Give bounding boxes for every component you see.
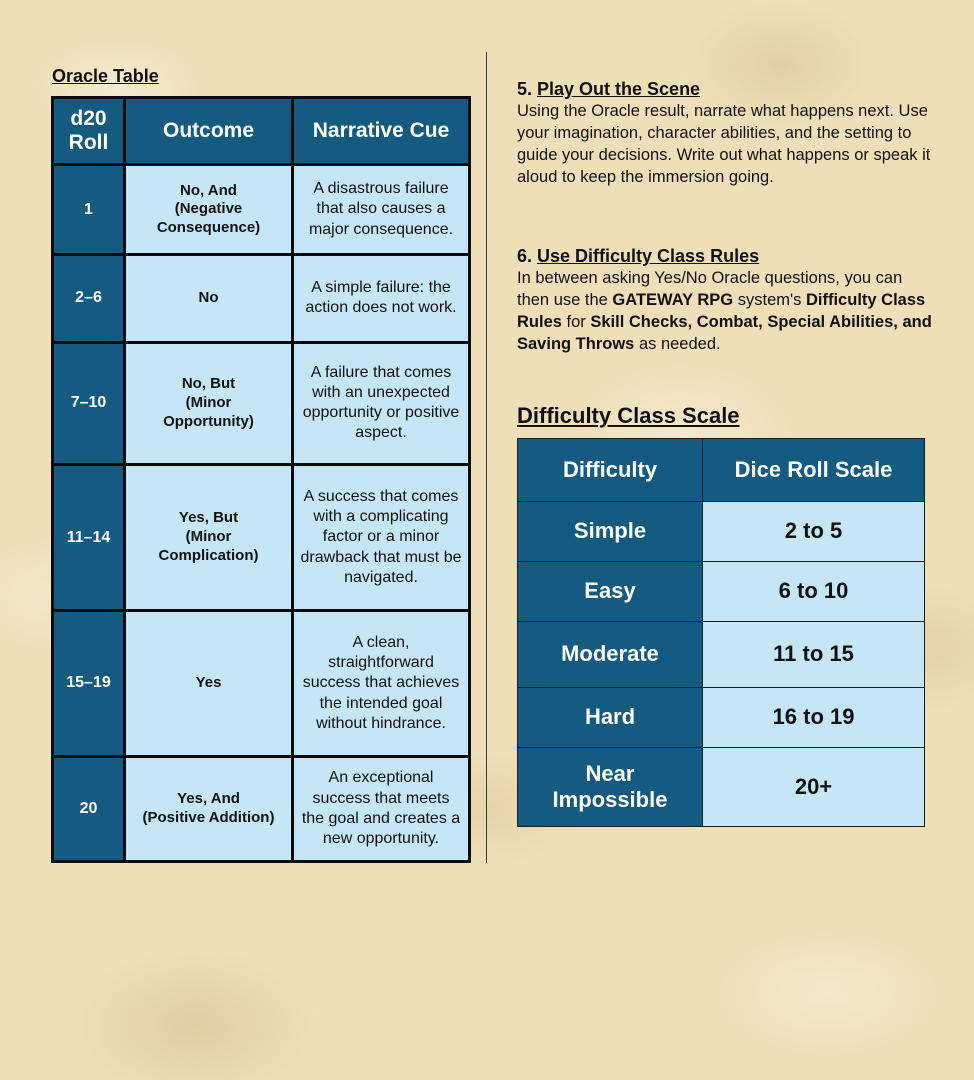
- step-6-text-1: In between asking Yes/No Oracle questions, you can then use the: [517, 269, 903, 309]
- table-row: [53, 611, 470, 756]
- difficulty-cell: Moderate: [518, 622, 703, 688]
- narrative-cue-cell: A disastrous failure that also causes a major consequence.: [293, 165, 470, 255]
- outcome-cell: No: [125, 255, 293, 342]
- header-dice-roll-scale: Dice Roll Scale: [703, 439, 925, 502]
- outcome-cell: No, But (Minor Opportunity): [125, 342, 293, 464]
- step-6-heading: [517, 246, 759, 267]
- table-row: [518, 502, 925, 562]
- dice-range-cell: 6 to 10: [703, 562, 925, 622]
- table-row: [518, 562, 925, 622]
- table-row: [53, 165, 470, 255]
- header-difficulty: Difficulty: [518, 439, 703, 502]
- dc-scale-title: Difficulty Class Scale: [517, 403, 740, 428]
- roll-cell: 20: [53, 756, 125, 861]
- table-row: [518, 748, 925, 827]
- header-narrative-cue: Narrative Cue: [293, 98, 470, 165]
- narrative-cue-cell: A success that comes with a complicating factor or a minor drawback that must be navigated.: [293, 464, 470, 610]
- difficulty-cell: Easy: [518, 562, 703, 622]
- table-row: [518, 622, 925, 688]
- dice-range-cell: 11 to 15: [703, 622, 925, 688]
- step-5-heading: [517, 79, 700, 100]
- step-6-check-types: Skill Checks, Combat, Special Abilities, and Saving Throws: [517, 313, 932, 353]
- narrative-cue-cell: An exceptional success that meets the goal and creates a new opportunity.: [293, 756, 470, 861]
- oracle-table: [51, 96, 471, 863]
- outcome-cell: Yes, And (Positive Addition): [125, 756, 293, 861]
- column-divider: [486, 52, 487, 863]
- table-row: [53, 255, 470, 342]
- table-row: [53, 464, 470, 610]
- roll-cell: 1: [53, 165, 125, 255]
- step-5-number: 5.: [517, 79, 538, 99]
- narrative-cue-cell: A simple failure: the action does not work.: [293, 255, 470, 342]
- step-6-text-2: system's: [733, 291, 806, 309]
- dc-header-row: [518, 439, 925, 502]
- step-6-body: [517, 267, 937, 355]
- header-d20-roll: d20 Roll: [53, 98, 125, 165]
- step-6-text-4: as needed.: [634, 335, 721, 353]
- step-6-text-3: for: [561, 313, 591, 331]
- outcome-cell: Yes, But (Minor Complication): [125, 464, 293, 610]
- dice-range-cell: 20+: [703, 748, 925, 827]
- step-5-body: Using the Oracle result, narrate what happens next. Use your imagination, character abilities, and the setting to guide your decisions. Write out what happens or speak it aloud to keep the immersion going.: [517, 102, 931, 186]
- step-6-number: 6.: [517, 246, 538, 266]
- difficulty-cell: Near Impossible: [518, 748, 703, 827]
- difficulty-cell: Hard: [518, 688, 703, 748]
- step-6-title: Use Difficulty Class Rules: [537, 246, 760, 266]
- roll-cell: 2–6: [53, 255, 125, 342]
- step-6-dc-rules: Difficulty Class Rules: [517, 291, 926, 331]
- step-5-title: Play Out the Scene: [537, 79, 701, 99]
- roll-cell: 11–14: [53, 464, 125, 610]
- table-row: [53, 756, 470, 861]
- dc-scale-table: [517, 438, 925, 827]
- table-row: [53, 342, 470, 464]
- outcome-cell: No, And (Negative Consequence): [125, 165, 293, 255]
- roll-cell: 7–10: [53, 342, 125, 464]
- header-outcome: Outcome: [125, 98, 293, 165]
- oracle-table-title: Oracle Table: [52, 66, 159, 86]
- dice-range-cell: 16 to 19: [703, 688, 925, 748]
- roll-cell: 15–19: [53, 611, 125, 756]
- narrative-cue-cell: A failure that comes with an unexpected opportunity or positive aspect.: [293, 342, 470, 464]
- outcome-cell: Yes: [125, 611, 293, 756]
- oracle-header-row: [53, 98, 470, 165]
- difficulty-cell: Simple: [518, 502, 703, 562]
- narrative-cue-cell: A clean, straightforward success that achieves the intended goal without hindrance.: [293, 611, 470, 756]
- table-row: [518, 688, 925, 748]
- step-6-gateway-rpg: GATEWAY RPG: [612, 291, 734, 309]
- dice-range-cell: 2 to 5: [703, 502, 925, 562]
